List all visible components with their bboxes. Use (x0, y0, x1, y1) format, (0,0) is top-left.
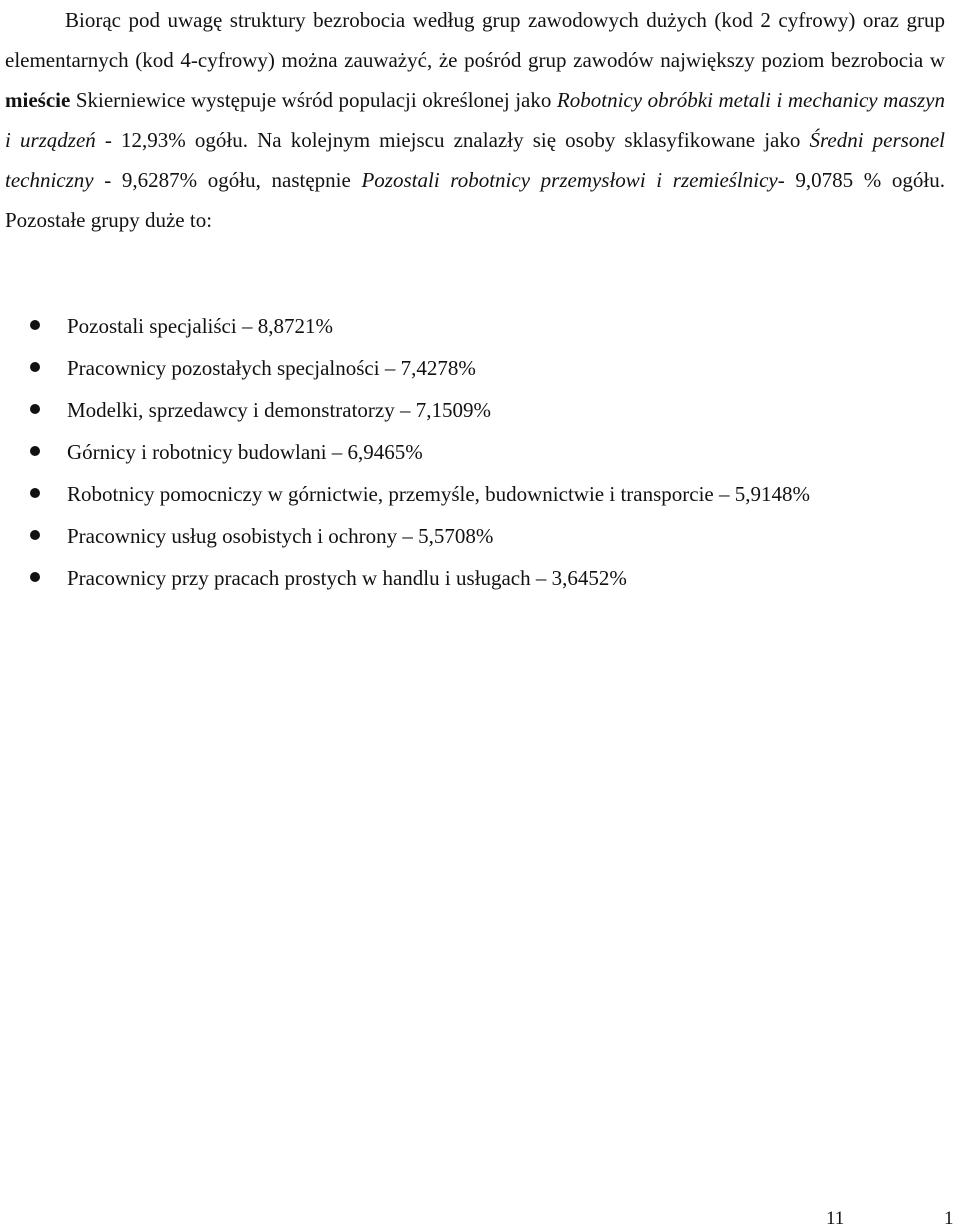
page-number-secondary: 1 (944, 1208, 954, 1229)
bullet-dot-icon (30, 362, 40, 372)
paragraph-text-3: - 12,93% ogółu. Na kolejnym miejscu znalazły się osoby sklasyfikowane jako (95, 128, 810, 152)
bullet-dot-icon (30, 320, 40, 330)
list-item-text: Pracownicy usług osobistych i ochrony – 5,5708% (67, 524, 494, 548)
list-item-text: Robotnicy pomocniczy w górnictwie, przemyśle, budownictwie i transporcie – 5,9148% (67, 482, 810, 506)
list-item (30, 473, 850, 515)
list-item (30, 557, 850, 599)
page-number: 11 (826, 1208, 845, 1229)
bullet-dot-icon (30, 572, 40, 582)
body-paragraph (5, 0, 945, 240)
paragraph-text-5: - 9,0785 % ogółu. Pozostałe grupy duże to: (5, 168, 946, 232)
paragraph-italic-group-1: Robotnicy obróbki metali i mechanicy maszyn i urządzeń (5, 88, 945, 152)
list-item (30, 389, 850, 431)
list-item (30, 347, 850, 389)
list-item-text: Modelki, sprzedawcy i demonstratorzy – 7,1509% (67, 398, 491, 422)
list-item (30, 305, 850, 347)
paragraph-italic-group-2: Średni personel techniczny (5, 128, 945, 192)
paragraph-text-1: Biorąc pod uwagę struktury bezrobocia według grup zawodowych dużych (kod 2 cyfrowy) oraz grup elementarnych (kod 4-cyfrowy) można zauważyć, że pośród grup zawodów największy poziom bezrobocia w (5, 8, 945, 72)
bullet-dot-icon (30, 446, 40, 456)
list-item-text: Górnicy i robotnicy budowlani – 6,9465% (67, 440, 423, 464)
paragraph-bold-city: mieście (5, 88, 71, 112)
list-item-text: Pozostali specjaliści – 8,8721% (67, 314, 333, 338)
paragraph-text-4: - 9,6287% ogółu, następnie (93, 168, 362, 192)
list-item (30, 431, 850, 473)
paragraph-text-2: Skierniewice występuje wśród populacji określonej jako (70, 88, 557, 112)
bullet-dot-icon (30, 404, 40, 414)
list-item-text: Pracownicy przy pracach prostych w handlu i usługach – 3,6452% (67, 566, 627, 590)
bullet-dot-icon (30, 488, 40, 498)
list-item (30, 515, 850, 557)
paragraph-italic-group-3: Pozostali robotnicy przemysłowi i rzemieślnicy (361, 168, 778, 192)
list-item-text: Pracownicy pozostałych specjalności – 7,4278% (67, 356, 476, 380)
occupation-list (30, 305, 850, 599)
bullet-dot-icon (30, 530, 40, 540)
